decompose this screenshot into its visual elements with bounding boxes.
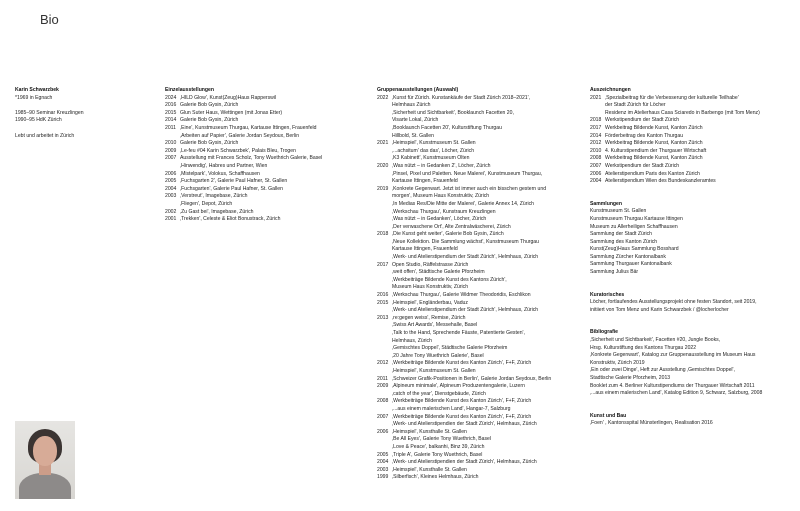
list-item [377,444,582,452]
item-year: 2006 [165,170,177,177]
column-person [15,87,150,140]
text-line: Sammlung Thurgauer Kantonalbank [590,261,672,268]
item-text: ‚Triple A', Galerie Tony Wuethrich, Basel [392,451,483,458]
gruppe-list [377,95,582,482]
item-year: 2024 [165,94,177,101]
text-line: Sammlung des Kanton Zürich [590,238,658,245]
list-item [377,429,582,437]
item-year: 2013 [377,314,389,321]
item-year [165,163,180,171]
item-year [377,284,392,292]
person-details [15,95,150,141]
item-text: Helmhaus Zürich [392,102,431,109]
item-year [590,110,605,118]
list-item [165,216,370,224]
list-item [377,186,582,194]
item-year [377,254,392,262]
list-item [165,102,370,110]
item-text: ‚K3 Kabinett', Kunstmuseum Olten [392,155,470,162]
item-text: Kartause Ittingen, Frauenfeld [392,246,458,253]
item-year: 2011 [165,124,176,131]
list-item [377,201,582,209]
item-text: ‚Be All Eyes', Galerie Tony Wuethrich, Basel [392,436,492,443]
person-name: Karin Schwarzbek [15,87,59,93]
list-item [165,148,370,156]
item-year [377,125,392,133]
item-year [377,307,392,315]
section-sammlungen [590,201,795,277]
section-heading: Auszeichnungen [590,87,631,93]
item-text: Helmhaus, Zürich [392,337,432,344]
text-line: Museum zu Allerheiligen Schaffhausen [590,223,678,230]
item-year: 2012 [590,140,602,147]
item-text: Atelierstipendium Paris des Kanton Zürich [605,170,700,177]
text-line: *1969 in Egnach [15,94,53,101]
list-item [377,353,582,361]
item-year: 2007 [377,413,389,420]
list-item [377,155,582,163]
item-text: Open Studio, Räffelstrasse Zürich [392,261,469,268]
item-text: ‚Werk- und Atelierstipendien der Stadt Zürich', Helmhaus, Zürich [392,421,537,428]
item-year: 2012 [377,360,389,367]
item-year [377,444,392,452]
list-item [377,345,582,353]
item-text: ‚Werkbeiträge Bildende Kunst des Kantons Zürich', [392,276,507,283]
item-year: 2017 [590,124,602,131]
item-year [377,209,392,217]
list-item [377,262,582,270]
list-item [590,110,795,118]
list-item [377,406,582,414]
item-text: Residenz im Atelierhaus Casa Sciaredo in Barbengo (mit Tom Menz) [605,109,760,116]
text-line: ‚Foen' , Kantonsspital Münsterlingen, Realisation 2016 [590,420,713,427]
list-item [377,224,582,232]
list-item [377,102,582,110]
item-year [377,148,392,156]
list-item [165,110,370,118]
kunst-und-bau-list [590,420,795,428]
item-year: 2022 [377,94,389,101]
item-year: 2011 [377,375,388,382]
item-year: 2005 [377,451,389,458]
list-item [590,155,795,163]
item-text: ‚Sicherheit und Sichtbarkeit', Booklaunch Facetten 20, [392,109,514,116]
item-year: 2016 [165,102,177,109]
list-item [590,171,795,179]
item-year [590,102,605,110]
item-year [377,171,392,179]
list-item [165,95,370,103]
item-text: ‚Pinsel, Pixel und Paletten. Neue Malerei', Kunstmuseum Thurgau, [392,170,543,177]
item-year [377,133,392,141]
item-year: 2004 [377,459,389,466]
list-item [165,178,370,186]
list-item [377,315,582,323]
list-item [377,338,582,346]
list-item [590,178,795,186]
list-item [377,391,582,399]
text-line: Konstruktiv, Zürich 2019 [590,359,645,366]
list-item [377,277,582,285]
item-text: ‚Silberfisch', Kleines Helmhaus, Zürich [392,474,479,481]
item-year [377,239,392,247]
item-year [377,110,392,118]
item-text: ‚Heimspiel', Kunsthalle St. Gallen [392,428,467,435]
item-year [377,117,392,125]
list-item [377,125,582,133]
item-text: ‚Heimspiel', Engländerbau, Vaduz [392,299,468,306]
item-text: ‚Love & Peace', balkanhi, Binz 39, Zürich [392,443,485,450]
section-auszeichnungen [590,87,795,186]
item-text: ‚Kunst für Zürich. Kunstankäufe der Stadt Zürich 2018–2021', [392,94,531,101]
list-item [377,459,582,467]
list-item [590,102,795,110]
list-item [377,110,582,118]
item-text: ‚Werkbeiträge Bildende Kunst des Kanton Zürich', F+F, Zürich [392,413,532,420]
item-year [377,345,392,353]
auszeichnungen-list [590,95,795,186]
section-heading: Bibliografie [590,329,619,336]
list-item [377,376,582,384]
text-line: Lebt und arbeitet in Zürich [15,132,75,139]
list-item [590,95,795,103]
text-line: 1990–95 HdK Zürich [15,117,62,124]
list-item [590,163,795,171]
item-year [377,406,392,414]
text-line: Kunst(Zeug)Haus Sammlung Bosshard [590,246,679,253]
item-text: ‚Le-feu #04 Karin Schwarzbek', Palais Bleu, Trogen [180,147,296,154]
list-item [165,163,370,171]
item-text: ‚20 Jahre Tony Wuethrich Galerie', Basel [392,352,484,359]
section-bibliografie [590,329,795,397]
item-year [377,102,392,110]
item-text: ‚Hinwendig', Habres und Partner, Wien [180,162,268,169]
item-text: ‚Was nützt – in Gedanken', Löcher, Zürich [392,216,487,223]
text-line: Kunstmuseum Thurgau Kartause Ittingen [590,215,683,222]
item-text: ‚Alpineum minimale', Alpineum Produzentengalerie, Luzern [392,383,525,390]
list-item [377,269,582,277]
item-year [377,353,392,361]
list-item [377,383,582,391]
text-line: Kunstmuseum St. Gallen [590,208,647,215]
item-year: 2008 [377,398,389,405]
item-year: 2008 [590,155,602,162]
list-item [377,140,582,148]
item-text: Atelierstipendium Wien des Bundeskanzleramtes [605,178,716,185]
section-kuratorisches [590,292,795,315]
list-item [377,178,582,186]
item-text: ‚Fuchsgarten', Galerie Paul Hafner, St. Gallen [180,185,283,192]
column-gruppenausstellungen [377,87,582,482]
item-text: ‚Die Kunst geht weiter', Galerie Bob Gysin, Zürich [392,231,504,238]
list-item [165,193,370,201]
item-year: 2017 [377,261,389,268]
text-line: ‚...aus einem malerischen Land', Katalog Edition 9, Schwarz, Salzburg, 2008 [590,390,763,397]
item-text: ‚Trekken', Celeste & Eliot Bonustrack, Zürich [180,216,281,223]
item-text: Werkbeitrag Bildende Kunst, Kanton Zürich [605,140,703,147]
item-year: 2007 [590,162,602,169]
item-year: 2007 [165,155,177,162]
item-year: 2006 [590,170,602,177]
list-item [377,398,582,406]
list-item [590,148,795,156]
item-text: ‚Eine', Kunstmuseum Thurgau, Kartause Ittingen, Frauenfeld [180,124,317,131]
item-text: ‚Werk- und Atelierstipendium der Stadt Zürich', Helmhaus, Zürich [392,254,539,261]
item-text: Galerie Bob Gysin, Zürich [180,117,239,124]
item-text: ‚Neue Kollektion. Die Sammlung wächst', Kunstmuseum Thurgau [392,238,539,245]
item-year [165,201,180,209]
item-year: 2021 [377,140,389,147]
item-year [377,330,392,338]
text-line: Booklet zum 4. Berliner Kulturstipendiums der Thurgauer Wirtschaft 2011 [590,382,755,389]
list-item [377,254,582,262]
item-text: Förderbeitrag des Kanton Thurgau [605,132,684,139]
item-year: 2005 [165,178,177,185]
item-text: ‚...achsitum' das das', Löcher, Zürich [392,147,475,154]
item-year [377,201,392,209]
item-text: Werkbeitrag Bildende Kunst, Kanton Zürich [605,155,703,162]
item-year [377,436,392,444]
item-year: 2014 [165,117,177,124]
item-text: ‚Fuchsgarten 2', Galerie Paul Hafner, St. Gallen [180,178,288,185]
item-year [377,178,392,186]
text-line: Hrsg. Kulturstiftung des Kantons Thurgau 2022 [590,344,697,351]
item-year: 2006 [377,428,389,435]
item-text: ‚HILD Glow', Kunst(Zeug)Haus Rapperswil [180,94,277,101]
text-line: Sammlung Zürcher Kantonalbank [590,253,666,260]
item-text: ‚Mistelpark', Volokus, Schaffhausen [180,170,260,177]
item-text: Werkbeitrag Bildende Kunst, Kanton Zürich [605,124,703,131]
item-text: Hillbold, St. Gallen [392,132,434,139]
item-year [377,368,392,376]
list-item [377,117,582,125]
item-year: 2018 [377,231,389,238]
item-year [377,421,392,429]
text-line: Löcher, fortlaufendes Ausstellungsprojekt ohne festen Standort, seit 2019, [590,299,757,306]
list-item [165,133,370,141]
item-text: Werkstipendium der Stadt Zürich [605,162,680,169]
item-text: ‚Heimspiel', Kunstmuseum St. Gallen [392,367,476,374]
item-text: ‚Der verwaschene Ort', Alte Zentralwäscherei, Zürich [392,223,511,230]
list-item [377,239,582,247]
text-line: Sammlung der Stadt Zürich [590,231,653,238]
item-year [377,155,392,163]
text-line: Stadtische Galerie Pforzheim, 2013 [590,375,671,381]
list-item [377,414,582,422]
section-heading: Kuratorisches [590,291,625,298]
item-text: ‚Verstreut', Imagebase, Zürich [180,193,248,200]
item-text: ‚Werk- und Atelierstipendien der Stadt Zürich', Helmhaus, Zürich [392,459,537,466]
list-item [377,163,582,171]
list-item [165,155,370,163]
item-year: 2015 [165,109,177,116]
list-item [377,148,582,156]
list-item [377,231,582,239]
kuratorisches-list [590,299,795,314]
item-text: Kartause Ittingen, Frauenfeld [392,178,458,185]
list-item [165,186,370,194]
item-year: 2019 [377,185,389,192]
list-item [590,133,795,141]
item-text: Galerie Bob Gysin, Zürich [180,102,239,109]
section-heading: Gruppenausstellungen (Auswahl) [377,87,459,93]
item-text: ‚catch of the year', Dienstgebäude, Zürich [392,390,486,397]
item-year: 2010 [165,140,177,147]
list-item [377,95,582,103]
item-year: 2015 [377,299,389,306]
item-text: ‚Werkschau Thurgau', Kunstraum Kreuzlingen [392,208,496,215]
item-text: ‚Heimspiel', Kunsthalle St. Gallen [392,466,467,473]
item-year: 2003 [377,466,389,473]
item-text: ‚...aus einem malerischen Land', Hangar-7, Salzburg [392,405,511,412]
item-text: der Stadt Zürich für Löcher [605,102,666,109]
list-item [590,140,795,148]
item-text: 4. Kulturstipendium der Thurgauer Wirtschaft [605,147,707,154]
list-item [165,117,370,125]
list-item [165,140,370,148]
item-text: ‚Werkschau Thurgau', Galerie Widmer Theodoridis, Eschlikon [392,292,531,299]
item-text: Glun Suter Haus, Wettingen (mit Jonas Etter) [180,109,283,116]
item-year [377,216,392,224]
item-text: ‚Zu Gast bei', Imagebase, Zürich [180,208,254,215]
column-einzelausstellungen [165,87,370,224]
list-item [165,201,370,209]
list-item [377,360,582,368]
item-year: 2002 [165,208,177,215]
item-year [377,224,392,232]
item-year: 2009 [165,147,177,154]
section-kunst-und-bau [590,413,795,428]
item-text: Visarte Lokal, Zürich [392,117,439,124]
item-year: 1999 [377,474,389,481]
section-heading: Kunst und Bau [590,412,627,419]
text-line: Sammlung Julius Bär [590,269,639,276]
item-text: ‚Booklaunch Facetten 20', Kulturstiftung Thurgau [392,124,502,131]
item-text: Galerie Bob Gysin, Zürich [180,140,239,147]
item-text: ‚re:gegen weiss', Remise, Zürich [392,314,466,321]
text-line [15,102,150,110]
text-line [15,125,150,133]
list-item [377,193,582,201]
item-text: ‚Spezialbeitrag für die Verbesserung der kulturelle Teilhabe' [605,94,739,101]
item-text: ‚Swiss Art Awards', Messehalle, Basel [392,322,478,329]
item-year [377,322,392,330]
item-year [377,269,392,277]
item-year [377,193,392,201]
einzel-list [165,95,370,224]
item-year [377,391,392,399]
item-text: ‚Schweizer Grafik-Positionen in Berlin', Galerie Jordan Seydoux, Berlin [392,375,552,382]
text-line: ‚Sicherheit und Sichtbarkeit', Facetten #20, Jungle Books, [590,337,721,344]
sammlungen-list [590,208,795,276]
item-year: 2014 [590,132,602,139]
item-text: ‚Heimspiel', Kunstmuseum St. Gallen [392,140,476,147]
list-item [377,452,582,460]
item-text: ‚Werkbeiträge Bildende Kunst des Kanton Zürich', F+F, Zürich [392,360,532,367]
item-year: 2001 [165,216,177,223]
list-item [377,284,582,292]
list-item [377,322,582,330]
bibliografie-list [590,337,795,398]
item-year: 2020 [377,162,389,169]
list-item [165,171,370,179]
item-text: ‚In Medias Res/Die Mitte der Malerei', Galerie Annex 14, Zürich [392,200,534,207]
page-title: Bio [40,12,59,27]
item-year: 2018 [590,117,602,124]
item-text: Museum Haus Konstruktiv, Zürich [392,284,469,291]
list-item [165,209,370,217]
list-item [377,421,582,429]
item-text: ‚Talk to the Hand, Sprechende Fäuste, Patentierte Gesten', [392,330,525,336]
item-text: ‚Werk- und Atelierstipendium der Stadt Zürich', Helmhaus, Zürich [392,307,539,314]
text-line: 1985–90 Seminar Kreuzlingen [15,109,84,116]
list-item [377,292,582,300]
list-item [377,133,582,141]
item-year: 2010 [590,147,602,154]
column-right [590,87,795,443]
item-year [377,338,392,346]
item-text: ‚Konkrete Gegenwart. Jetzt ist immer auch ein bisschen gestern und [392,185,547,192]
portrait-photo [15,421,75,499]
item-text: ‚Arbeiten auf Papier', Galerie Jordan Seydoux, Berlin [180,132,300,139]
text-line: ‚Konkrete Gegenwart', Katalog zur Gruppenausstellung im Museum Haus [590,352,756,359]
item-text: ‚Was nützt – in Gedanken 2', Löcher, Zürich [392,162,491,169]
item-year [377,277,392,285]
list-item [377,330,582,338]
text-line: initiiert von Tom Menz und Karin Schwarzbek / @locherlocher [590,306,729,313]
list-item [377,436,582,444]
text-line: ‚Ein oder zwei Dinge', Heft zur Ausstellung ‚Gemischtes Doppel', [590,367,735,374]
list-item [377,246,582,254]
list-item [377,307,582,315]
list-item [377,171,582,179]
item-year: 2016 [377,292,389,299]
list-item [377,300,582,308]
list-item [377,216,582,224]
section-heading: Einzelausstellungen [165,87,214,93]
item-text: morgen', Museum Haus Konstruktiv, Zürich [392,193,490,200]
item-year [165,133,180,141]
item-year: 2004 [165,185,177,192]
item-text: Werkstipendium der Stadt Zürich [605,117,680,124]
list-item [377,467,582,475]
item-text: Ausstellung mit Frances Scholz, Tony Wuethrich Galerie, Basel [180,155,323,162]
item-text: ‚Gemischtes Doppel', Städtische Galerie Pforzheim [392,345,508,352]
item-year: 2004 [590,178,602,185]
item-year: 2009 [377,383,389,390]
item-year: 2003 [165,193,177,200]
list-item [590,125,795,133]
section-heading: Sammlungen [590,200,622,207]
list-item [377,368,582,376]
list-item [590,117,795,125]
item-text: ‚Werkbeiträge Bildende Kunst des Kanton Zürich', F+F, Zürich [392,398,532,405]
item-text: ‚Fliegen', Depot, Zürich [180,200,233,207]
list-item [165,125,370,133]
item-year [377,246,392,254]
list-item [377,474,582,482]
item-year: 2021 [590,94,602,101]
item-text: ‚weit offen', Städtische Galerie Pforzheim [392,269,485,276]
list-item [377,209,582,217]
